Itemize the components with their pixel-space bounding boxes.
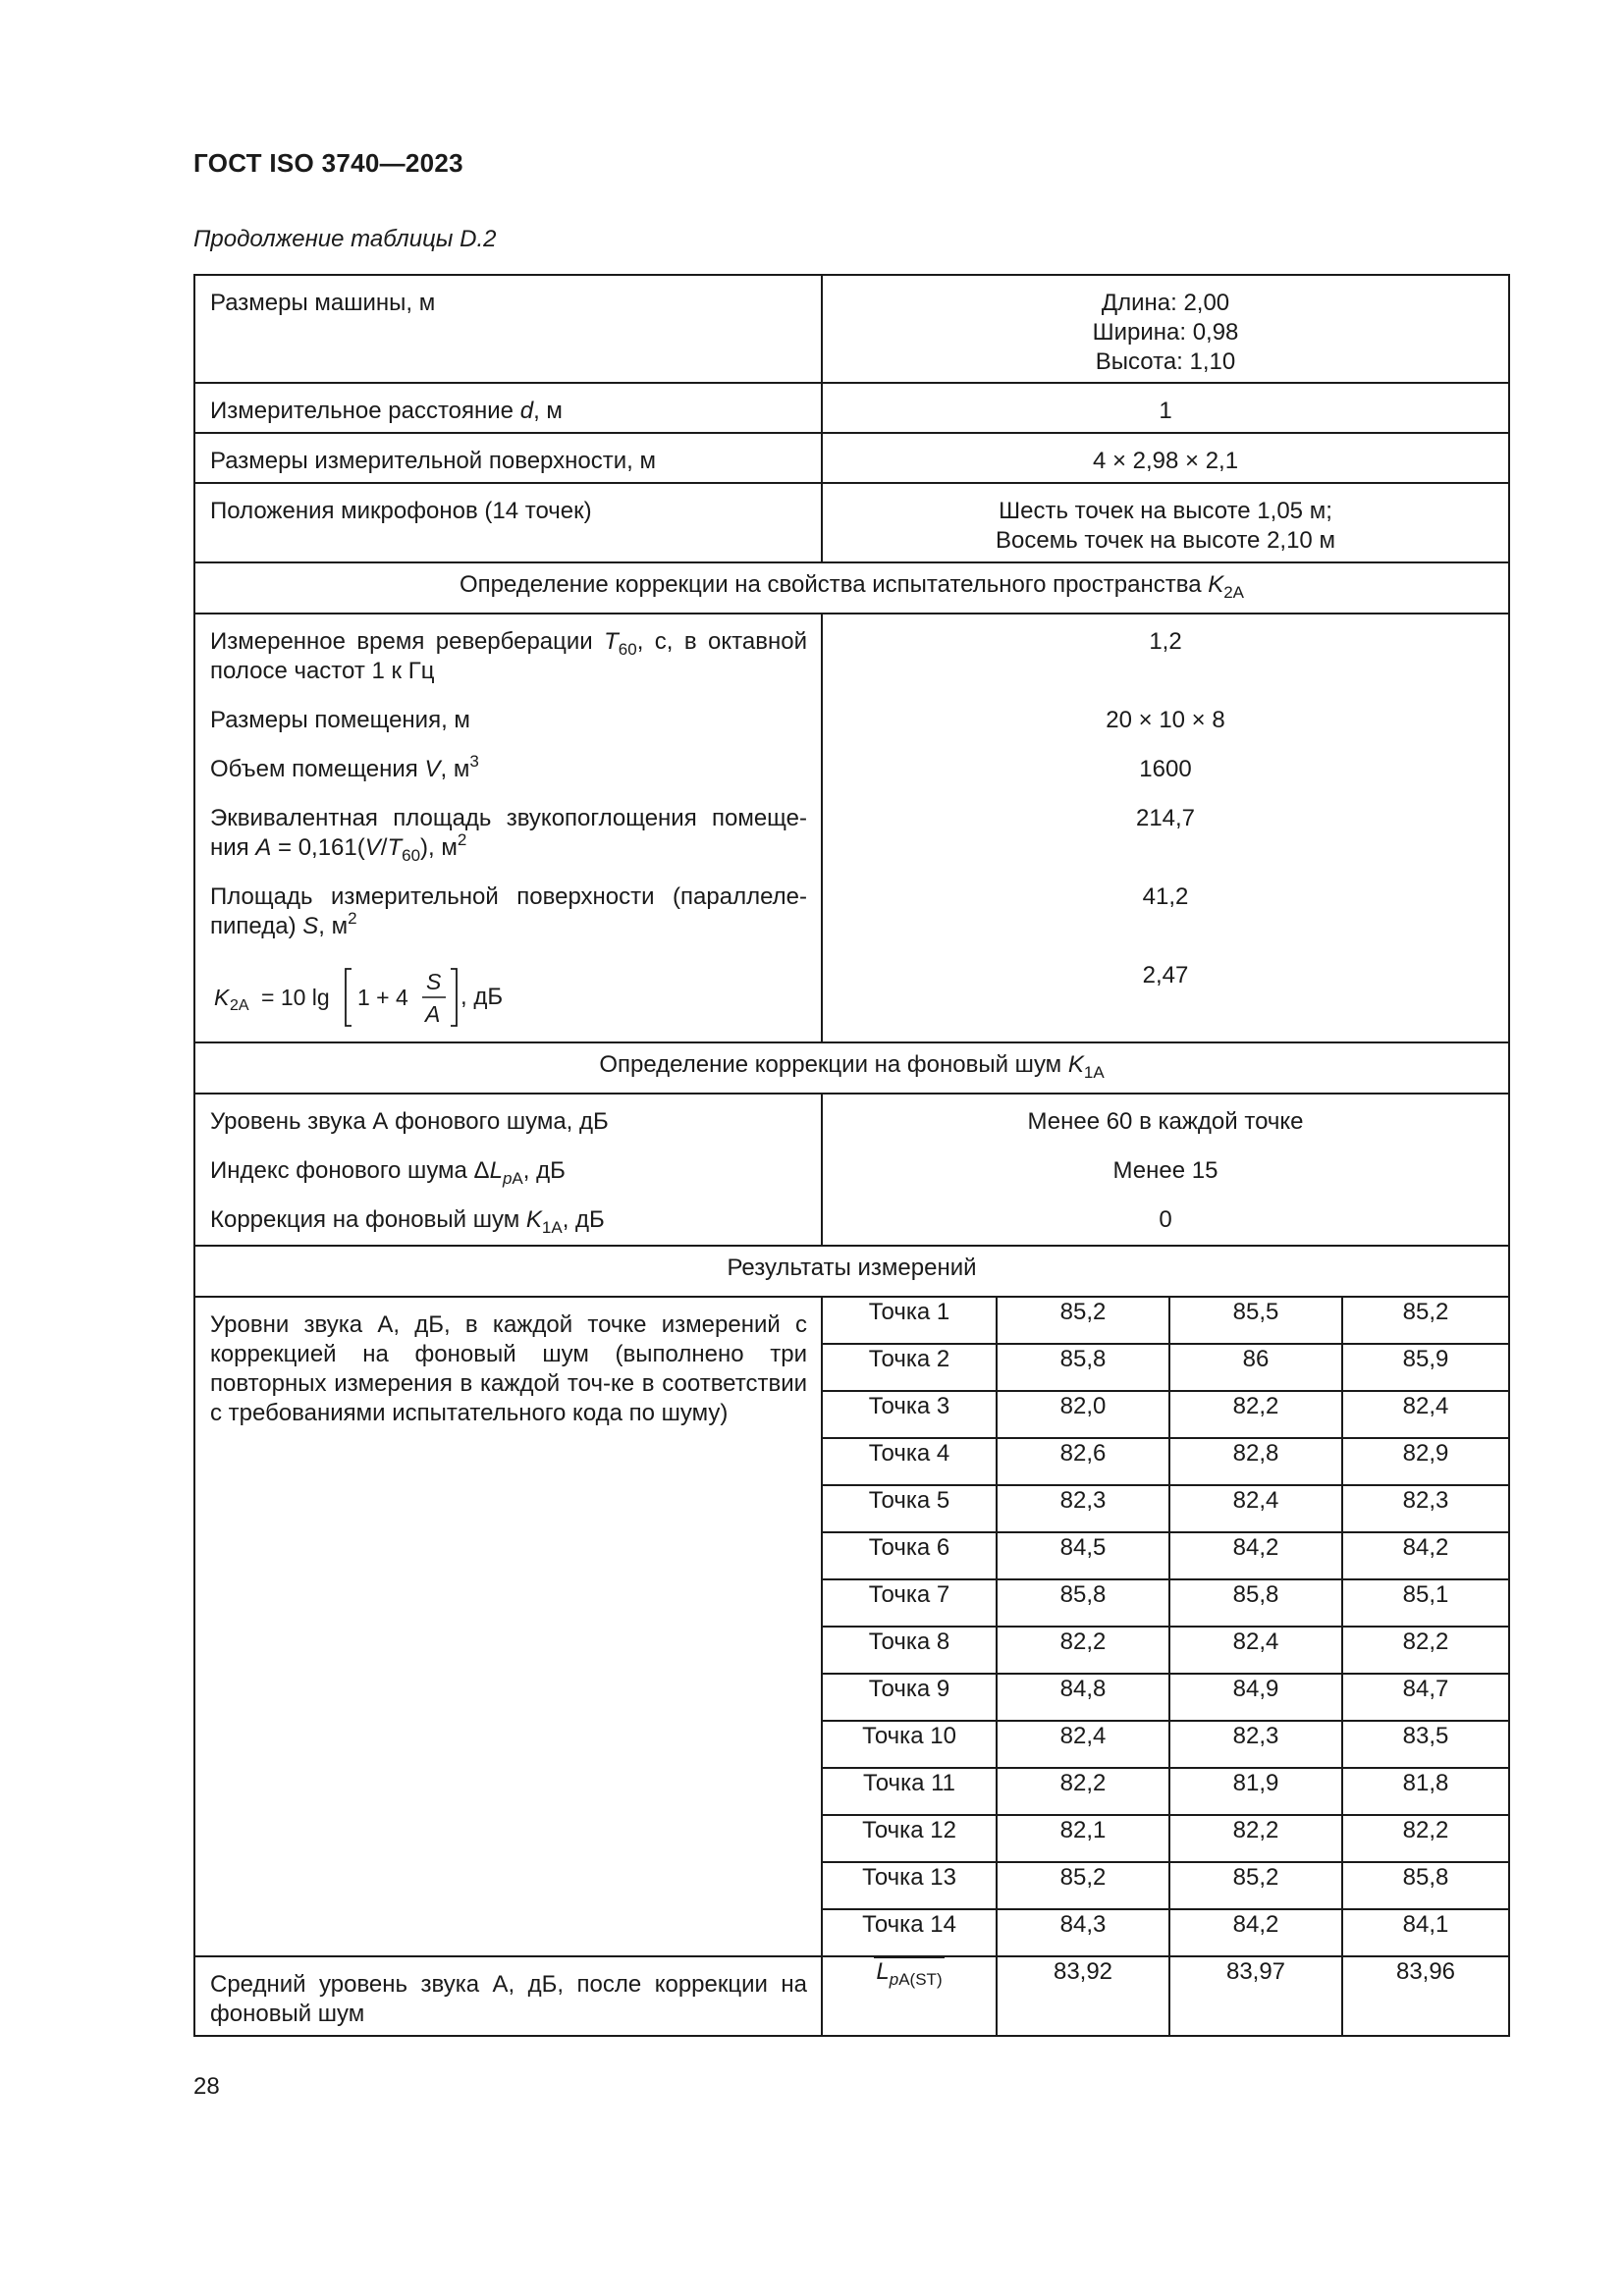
point-value-1: 82,2 [997, 1768, 1169, 1815]
point-value-2: 82,4 [1169, 1627, 1342, 1674]
point-value-3: 82,4 [1342, 1391, 1509, 1438]
point-value-1: 85,2 [997, 1862, 1169, 1909]
k2a-formula-unit: , дБ [460, 984, 504, 1010]
point-value-3: 85,8 [1342, 1862, 1509, 1909]
mean-level-symbol: $L_{pA(ST)}$ [822, 1956, 997, 2036]
microphone-positions-label: Положения микрофонов (14 точек) [194, 483, 822, 562]
microphone-positions-value [822, 483, 1509, 562]
results-section-title: Результаты измерений [194, 1246, 1509, 1297]
point-name: Точка 7 [822, 1579, 997, 1627]
point-name: Точка 12 [822, 1815, 997, 1862]
row-k2a-block [194, 614, 1509, 1042]
surface-dimensions-label: Размеры измерительной поверхности, м [194, 433, 822, 483]
room-dimensions-value: 20 × 10 × 8 [1106, 707, 1225, 733]
point-name: Точка 3 [822, 1391, 997, 1438]
point-value-1: 84,5 [997, 1532, 1169, 1579]
absorption-area-label: Эквивалентная площадь звукопоглощения помеще-ния $A = 0,161(V/T_{60})$, $м^2$ [210, 805, 807, 865]
row-machine-dimensions [194, 275, 1509, 383]
point-name: Точка 14 [822, 1909, 997, 1956]
machine-dimensions-label: Размеры машины, м [194, 275, 822, 383]
row-measurement-distance [194, 383, 1509, 433]
svg-text:1 + 4: 1 + 4 [357, 985, 408, 1010]
measurement-distance-value: 1 [822, 383, 1509, 433]
point-value-3: 82,2 [1342, 1815, 1509, 1862]
row-microphone-positions [194, 483, 1509, 562]
point-value-3: 85,2 [1342, 1297, 1509, 1344]
point-value-3: 84,1 [1342, 1909, 1509, 1956]
point-name: Точка 11 [822, 1768, 997, 1815]
point-value-2: 86 [1169, 1344, 1342, 1391]
point-value-1: 82,3 [997, 1485, 1169, 1532]
point-value-2: 84,2 [1169, 1532, 1342, 1579]
point-value-3: 81,8 [1342, 1768, 1509, 1815]
point-value-3: 84,7 [1342, 1674, 1509, 1721]
k2a-labels-cell [194, 614, 822, 1042]
mean-level-label: Средний уровень звука А, дБ, после коррекции на фоновый шум [194, 1956, 822, 2036]
k1a-section-title: Определение коррекции на фоновый шум $K_{1A}$ [194, 1042, 1509, 1094]
point-value-1: 82,4 [997, 1721, 1169, 1768]
machine-width: Ширина: 0,98 [1092, 319, 1239, 346]
point-value-2: 85,5 [1169, 1297, 1342, 1344]
row-mean-level [194, 1956, 1509, 2036]
point-value-2: 84,9 [1169, 1674, 1342, 1721]
point-name: Точка 5 [822, 1485, 997, 1532]
room-volume-value: 1600 [1139, 756, 1192, 782]
k2a-value: 2,47 [1142, 962, 1189, 988]
absorption-area-value: 214,7 [1135, 805, 1196, 831]
point-value-1: 85,8 [997, 1579, 1169, 1627]
point-value-2: 85,2 [1169, 1862, 1342, 1909]
point-value-2: 84,2 [1169, 1909, 1342, 1956]
k2a-section-title: Определение коррекции на свойства испытательного пространства $K_{2A}$ [194, 562, 1509, 614]
point-value-3: 82,3 [1342, 1485, 1509, 1532]
point-value-3: 82,9 [1342, 1438, 1509, 1485]
k1a-labels-cell [194, 1094, 822, 1246]
point-name: Точка 2 [822, 1344, 997, 1391]
point-name: Точка 8 [822, 1627, 997, 1674]
point-value-1: 84,8 [997, 1674, 1169, 1721]
section-header-k1a [194, 1042, 1509, 1094]
point-value-3: 83,5 [1342, 1721, 1509, 1768]
point-value-1: 82,1 [997, 1815, 1169, 1862]
point-value-3: 85,1 [1342, 1579, 1509, 1627]
point-name: Точка 4 [822, 1438, 997, 1485]
point-value-2: 82,3 [1169, 1721, 1342, 1768]
k2a-formula [210, 961, 807, 1030]
point-name: Точка 1 [822, 1297, 997, 1344]
surface-area-value: 41,2 [1142, 883, 1189, 910]
table-row [194, 1297, 1509, 1344]
machine-dimensions-value [822, 275, 1509, 383]
svg-text:2A: 2A [230, 997, 249, 1014]
point-value-1: 82,2 [997, 1627, 1169, 1674]
t60-value: 1,2 [1149, 628, 1182, 655]
table-continuation-caption: Продолжение таблицы D.2 [193, 226, 497, 252]
point-value-2: 82,8 [1169, 1438, 1342, 1485]
k2a-formula-graphic [210, 965, 460, 1030]
page-number: 28 [193, 2073, 220, 2100]
machine-height: Высота: 1,10 [1095, 348, 1236, 375]
svg-text:= 10 lg: = 10 lg [261, 985, 330, 1010]
point-value-2: 85,8 [1169, 1579, 1342, 1627]
mean-value-3: 83,96 [1342, 1956, 1509, 2036]
measurement-distance-label: Измерительное расстояние d, м [194, 383, 822, 433]
svg-text:S: S [426, 969, 442, 994]
background-correction-value: 0 [1159, 1206, 1172, 1233]
t60-label: Измеренное время реверберации $T_{60}$, с, в октавной полосе частот 1 к Гц [210, 628, 807, 684]
microphone-positions-line-2: Восемь точек на высоте 2,10 м [996, 527, 1335, 554]
row-k1a-block [194, 1094, 1509, 1246]
point-value-2: 82,2 [1169, 1391, 1342, 1438]
background-level-label: Уровень звука А фонового шума, дБ [210, 1108, 609, 1135]
k1a-values-cell [822, 1094, 1509, 1246]
machine-length: Длина: 2,00 [1101, 290, 1230, 316]
point-value-3: 82,2 [1342, 1627, 1509, 1674]
point-value-3: 84,2 [1342, 1532, 1509, 1579]
table-d2 [193, 274, 1510, 2037]
point-name: Точка 10 [822, 1721, 997, 1768]
point-value-2: 82,2 [1169, 1815, 1342, 1862]
point-value-2: 82,4 [1169, 1485, 1342, 1532]
room-dimensions-label: Размеры помещения, м [210, 707, 470, 733]
surface-area-label: Площадь измерительной поверхности (параллеле-пипеда) S, $м^2$ [210, 883, 807, 939]
point-name: Точка 13 [822, 1862, 997, 1909]
background-index-label: Индекс фонового шума $\Delta L_{pA}$, дБ [210, 1157, 566, 1188]
section-header-k2a [194, 562, 1509, 614]
mean-value-1: 83,92 [997, 1956, 1169, 2036]
point-value-1: 82,0 [997, 1391, 1169, 1438]
svg-text:A: A [425, 1001, 441, 1027]
microphone-positions-line-1: Шесть точек на высоте 1,05 м; [999, 498, 1332, 524]
document-header: ГОСТ ISO 3740—2023 [193, 148, 463, 178]
point-value-1: 82,6 [997, 1438, 1169, 1485]
section-header-results [194, 1246, 1509, 1297]
point-value-1: 84,3 [997, 1909, 1169, 1956]
point-name: Точка 9 [822, 1674, 997, 1721]
surface-dimensions-value: 4 × 2,98 × 2,1 [822, 433, 1509, 483]
k2a-values-cell [822, 614, 1509, 1042]
mean-value-2: 83,97 [1169, 1956, 1342, 2036]
room-volume-label: Объем помещения V, $м^3$ [210, 752, 479, 782]
svg-text:K: K [214, 985, 230, 1010]
point-name: Точка 6 [822, 1532, 997, 1579]
results-label: Уровни звука А, дБ, в каждой точке измерений с коррекцией на фоновый шум (выполнено три повторных измерения в каждой точ-ке в соответствии с требованиями испытательного кода по шуму) [194, 1297, 822, 1956]
row-surface-dimensions [194, 433, 1509, 483]
point-value-1: 85,2 [997, 1297, 1169, 1344]
background-level-value: Менее 60 в каждой точке [1027, 1108, 1304, 1135]
point-value-1: 85,8 [997, 1344, 1169, 1391]
point-value-2: 81,9 [1169, 1768, 1342, 1815]
background-index-value: Менее 15 [1112, 1157, 1218, 1184]
background-correction-label: Коррекция на фоновый шум $K_{1A}$, дБ [210, 1206, 605, 1237]
point-value-3: 85,9 [1342, 1344, 1509, 1391]
